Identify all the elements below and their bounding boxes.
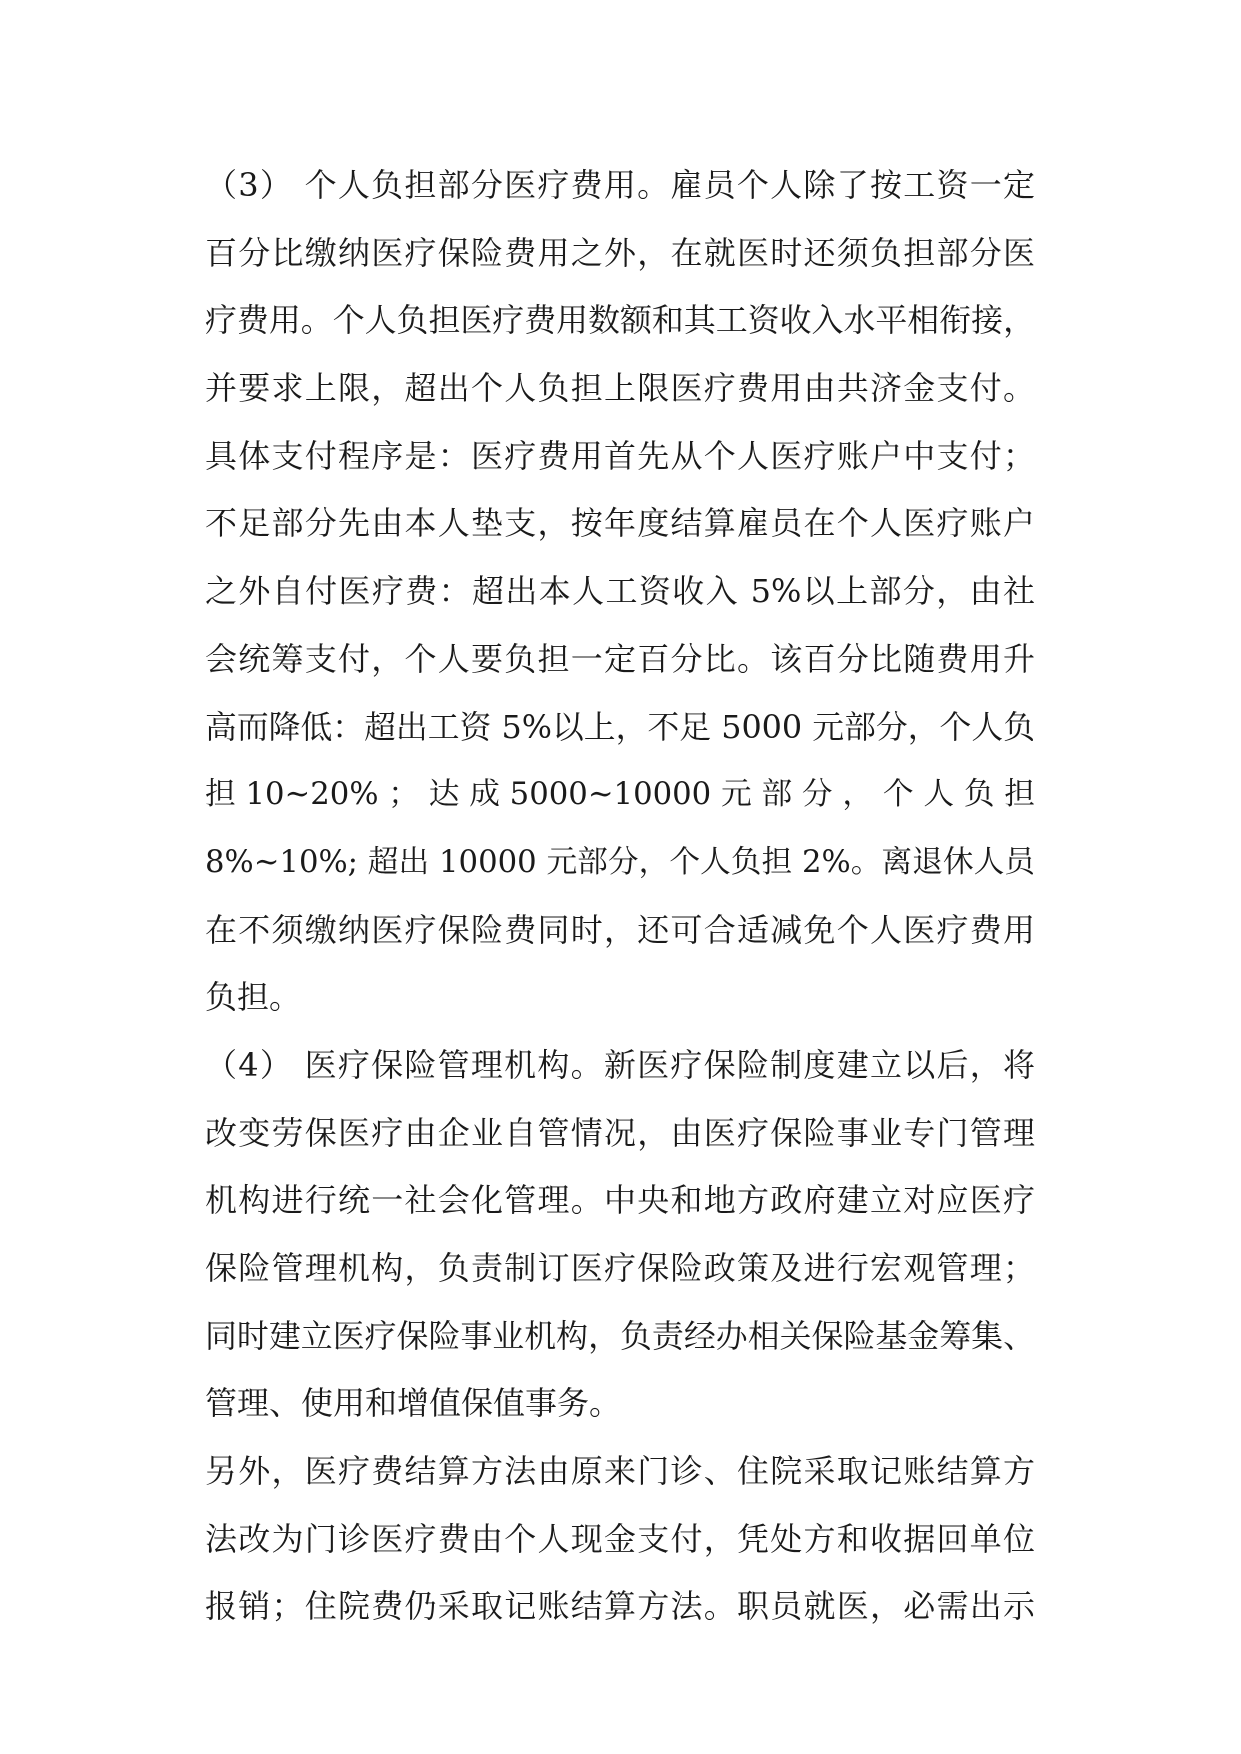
text-line: 保险管理机构，负责制订医疗保险政策及进行宏观管理；: [205, 1249, 1035, 1287]
text-line: 疗费用。个人负担医疗费用数额和其工资收入水平相衔接，: [205, 301, 1035, 340]
text-line: 具体支付程序是：医疗费用首先从个人医疗账户中支付；: [205, 436, 1035, 475]
text-line: 机构进行统一社会化管理。中央和地方政府建立对应医疗: [205, 1181, 1035, 1220]
text-line: 在不须缴纳医疗保险费同时，还可合适减免个人医疗费用: [205, 910, 1035, 949]
text-line: 负担。: [205, 978, 302, 1017]
text-line: 改变劳保医疗由企业自管情况，由医疗保险事业专门管理: [205, 1113, 1035, 1152]
text-line: 百分比缴纳医疗保险费用之外，在就医时还须负担部分医: [205, 233, 1035, 272]
text-line: 另外，医疗费结算方法由原来门诊、住院采取记账结算方: [205, 1452, 1035, 1491]
text-line: 并要求上限，超出个人负担上限医疗费用由共济金支付。: [205, 369, 1035, 408]
text-line: 报销；住院费仍采取记账结算方法。职员就医，必需出示: [205, 1587, 1035, 1626]
text-line: 8%~10%; 超出 10000 元部分，个人负担 2%。离退休人员: [205, 843, 1035, 880]
text-line: 高而降低：超出工资 5%以上，不足 5000 元部分，个人负: [205, 707, 1035, 746]
text-line: （4） 医疗保险管理机构。新医疗保险制度建立以后，将: [205, 1045, 1035, 1084]
text-line: 会统筹支付，个人要负担一定百分比。该百分比随费用升: [205, 639, 1035, 678]
text-line: 之外自付医疗费：超出本人工资收入 5%以上部分，由社: [205, 572, 1035, 611]
text-line: 不足部分先由本人垫支，按年度结算雇员在个人医疗账户: [205, 504, 1035, 543]
text-line: （3） 个人负担部分医疗费用。雇员个人除了按工资一定: [205, 166, 1035, 204]
text-line: 担 10~20% ； 达 成 5000~10000 元 部 分 ， 个 人 负 担: [205, 776, 1035, 813]
text-line: 同时建立医疗保险事业机构，负责经办相关保险基金筹集、: [205, 1316, 1035, 1355]
text-line: 法改为门诊医疗费由个人现金支付，凭处方和收据回单位: [205, 1519, 1035, 1558]
text-line: 管理、使用和增值保值事务。: [205, 1384, 622, 1423]
body-text: [205, 152, 1035, 1641]
